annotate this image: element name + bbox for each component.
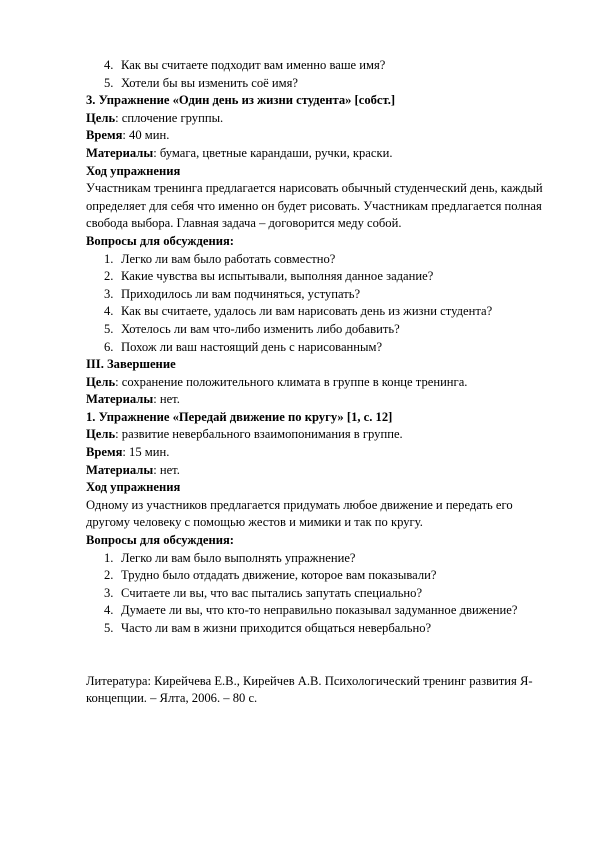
goal-label: Цель xyxy=(86,427,116,442)
closing-goal xyxy=(86,374,546,392)
list-item-text: Легко ли вам было выполнять упражнение? xyxy=(121,550,356,565)
list-item xyxy=(86,251,546,269)
list-item-number: 3. xyxy=(104,286,114,301)
exercise-1-goal xyxy=(86,426,546,444)
list-item xyxy=(86,303,546,321)
list-item-text: Хотелось ли вам что-либо изменить либо добавить? xyxy=(121,321,400,336)
exercise-3-time xyxy=(86,127,546,145)
exercise-3-description: Участникам тренинга предлагается нарисовать обычный студенческий день, каждый определяет для себя что именно он будет рисовать. Участникам предлагается полная свобода выбора. Главная задача – договорится меду собой. xyxy=(86,181,543,231)
exercise-1-time xyxy=(86,444,546,462)
materials-label: Материалы xyxy=(86,462,154,477)
spacer xyxy=(86,638,546,673)
exercise-3-materials xyxy=(86,145,546,163)
list-item-number: 6. xyxy=(104,339,114,354)
list-item xyxy=(86,567,546,585)
list-item-number: 4. xyxy=(104,603,114,618)
closing-materials xyxy=(86,391,546,409)
exercise-1-description: Одному из участников предлагается придумать любое движение и передать его другому человеку с помощью жестов и мимики и так по кругу. xyxy=(86,497,513,530)
list-item-number: 2. xyxy=(104,269,114,284)
list-item-number: 4. xyxy=(104,58,114,72)
exercise-1-questions xyxy=(86,550,546,638)
list-item-text: Как вы считаете, удалось ли вам нарисовать день из жизни студента? xyxy=(121,304,493,319)
list-item-number: 1. xyxy=(104,550,114,565)
time-label: Время xyxy=(86,128,123,143)
goal-label: Цель xyxy=(86,374,116,389)
questions-heading: Вопросы для обсуждения: xyxy=(86,233,234,248)
materials-text: : бумага, цветные карандаши, ручки, краски. xyxy=(153,145,393,160)
list-item-text: Похож ли ваш настоящий день с нарисованным? xyxy=(121,339,383,354)
list-item xyxy=(86,550,546,568)
questions-heading: Вопросы для обсуждения: xyxy=(86,533,234,548)
process-heading: Ход упражнения xyxy=(86,480,181,495)
time-text: : 40 мин. xyxy=(122,128,170,143)
list-item-number: 1. xyxy=(104,251,114,266)
literature-reference xyxy=(86,673,546,708)
list-item xyxy=(86,620,546,638)
list-item xyxy=(86,321,546,339)
materials-label: Материалы xyxy=(86,145,154,160)
exercise-1-materials xyxy=(86,462,546,480)
literature-label: Литература xyxy=(86,673,148,688)
list-item xyxy=(86,339,546,357)
list-item xyxy=(86,602,546,620)
list-item-number: 4. xyxy=(104,304,114,319)
list-item-text: Думаете ли вы, что кто-то неправильно показывал задуманное движение? xyxy=(121,603,518,618)
exercise-1-title: 1. Упражнение «Передай движение по кругу» [1, с. 12] xyxy=(86,409,393,424)
exercise-3-goal xyxy=(86,110,546,128)
list-item-number: 3. xyxy=(104,585,114,600)
list-item-text: Приходилось ли вам подчиняться, уступать? xyxy=(121,286,361,301)
list-item xyxy=(86,57,546,75)
materials-text: : нет. xyxy=(153,462,180,477)
list-item-number: 5. xyxy=(104,621,114,635)
list-item-number: 5. xyxy=(104,321,114,336)
list-item-text: Легко ли вам было работать совместно? xyxy=(121,251,336,266)
goal-text: : развитие невербального взаимопонимания в группе. xyxy=(115,427,403,442)
closing-title: III. Завершение xyxy=(86,357,176,372)
list-item-text: Какие чувства вы испытывали, выполняя данное задание? xyxy=(121,269,434,284)
goal-text: : сохранение положительного климата в группе в конце тренинга. xyxy=(115,374,468,389)
list-item-text: Хотели бы вы изменить соё имя? xyxy=(121,75,298,90)
list-item-text: Считаете ли вы, что вас пытались запутать специально? xyxy=(121,585,423,600)
list-item xyxy=(86,75,546,93)
time-text: : 15 мин. xyxy=(122,445,170,460)
list-item-text: Как вы считаете подходит вам именно ваше имя? xyxy=(121,58,386,72)
goal-text: : сплочение группы. xyxy=(115,110,224,125)
exercise-3-title: 3. Упражнение «Один день из жизни студента» [собст.] xyxy=(86,93,396,108)
time-label: Время xyxy=(86,445,123,460)
list-item xyxy=(86,268,546,286)
process-heading: Ход упражнения xyxy=(86,163,181,178)
list-item-number: 5. xyxy=(104,75,114,90)
list-item xyxy=(86,286,546,304)
list-item-text: Часто ли вам в жизни приходится общаться невербально? xyxy=(121,621,432,635)
list-item xyxy=(86,585,546,603)
document-body xyxy=(86,57,546,708)
goal-label: Цель xyxy=(86,110,116,125)
materials-label: Материалы xyxy=(86,392,154,407)
materials-text: : нет. xyxy=(153,392,180,407)
literature-text: : Кирейчева Е.В., Кирейчев А.В. Психологический тренинг развития Я-концепции. – Ялта, 2006. – 80 с. xyxy=(86,673,533,706)
list-item-number: 2. xyxy=(104,568,114,583)
exercise-3-questions xyxy=(86,251,546,357)
list-item-text: Трудно было отдадать движение, которое вам показывали? xyxy=(121,568,437,583)
